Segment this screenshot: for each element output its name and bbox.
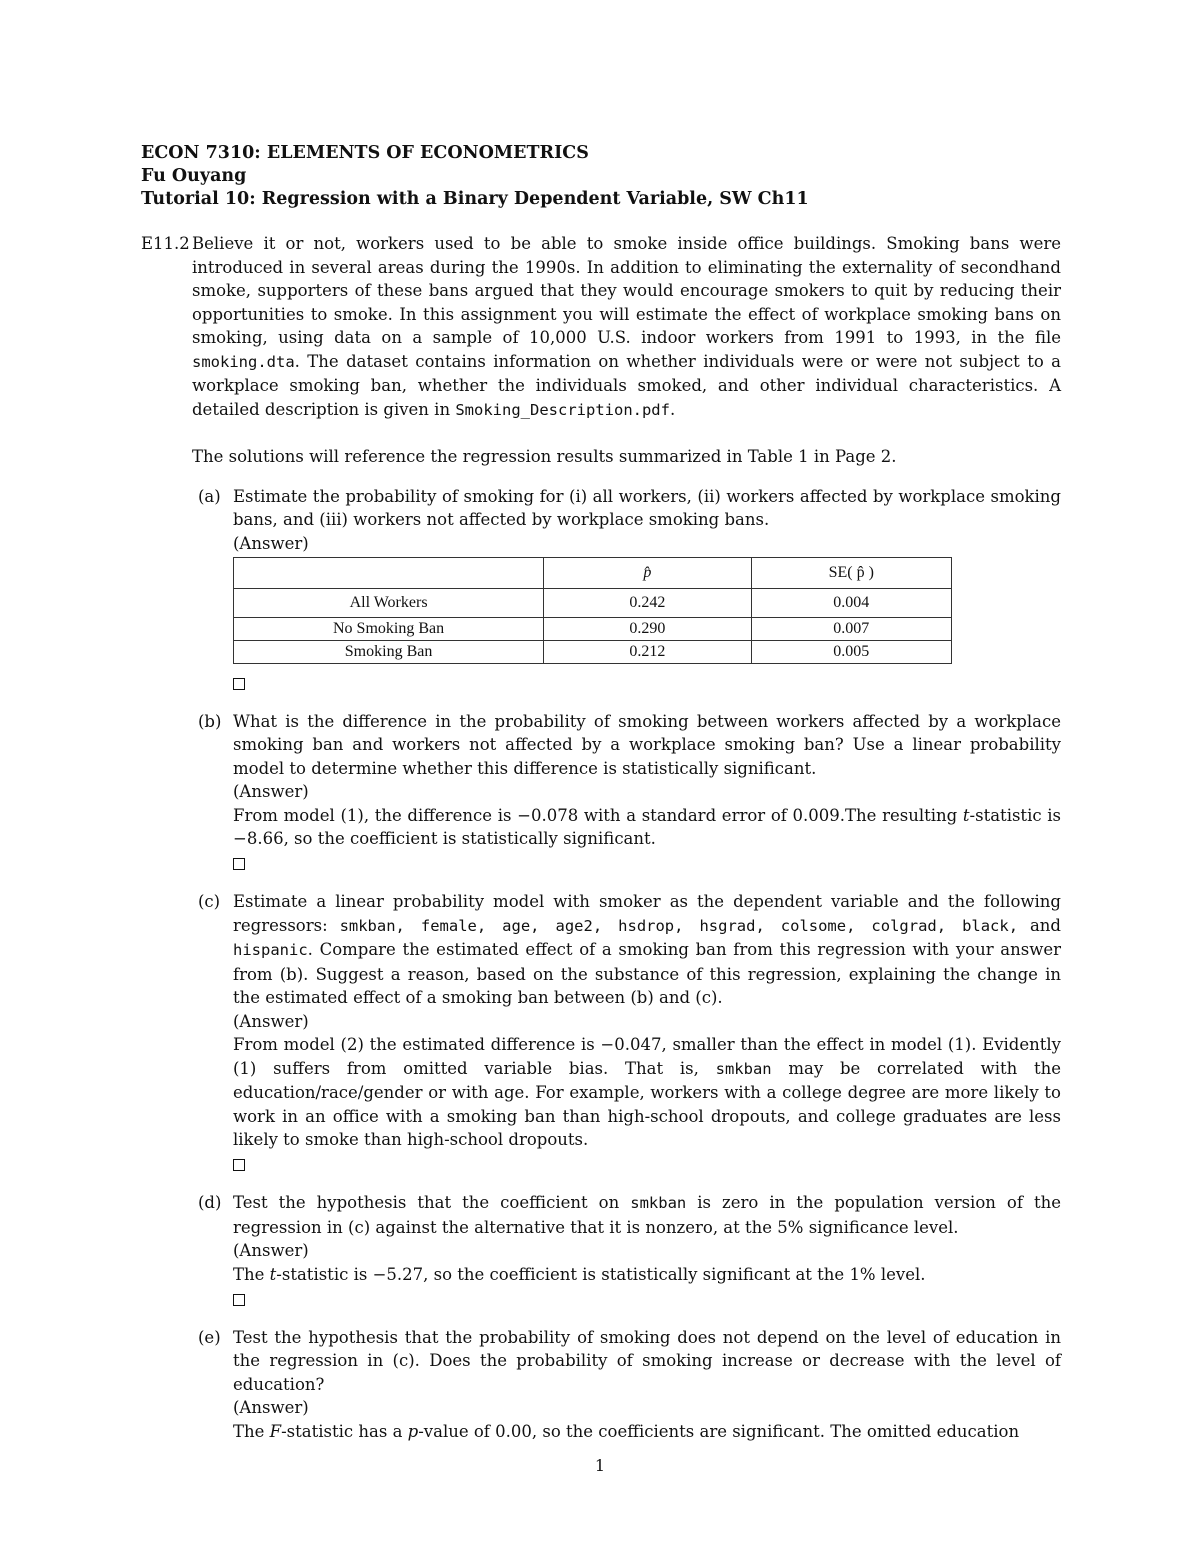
qed-box-icon — [233, 858, 245, 870]
part-e-answer — [233, 1420, 1061, 1444]
math-symbol: t — [269, 1264, 277, 1284]
instructor-name: Fu Ouyang — [141, 166, 247, 186]
solutions-note: The solutions will reference the regression results summarized in Table 1 in Page 2. — [192, 447, 897, 466]
intro-text-1: Believe it or not, workers used to be able to smoke inside office buildings. Smoking bans were introduced in several areas during the 1990s. In addition to eliminating the externality of secondhand smoke, supporters of these bans argued that they would encourage smokers to quit by reducing their opportunities to smoke. In this assignment you will estimate the effect of workplace smoking bans on smoking, using data on a sample of 10,000 U.S. indoor workers from 1991 to 1993, in the file — [192, 234, 1061, 347]
file-name-dta: smoking.dta — [192, 352, 295, 371]
exercise-e11-2 — [141, 232, 1061, 1443]
part-e-label: (e) — [198, 1327, 221, 1347]
exercise-intro — [192, 232, 1061, 422]
regressor-list: smkban, female, age, age2, hsdrop, hsgrad, colsome, colgrad, black, — [339, 916, 1019, 935]
part-b-label: (b) — [198, 711, 222, 731]
table-header-cell: SE( p̂ ) — [751, 558, 951, 589]
part-c-answer — [233, 1033, 1061, 1152]
part-b — [192, 710, 1061, 875]
qed-box-icon — [233, 678, 245, 690]
answer-text: -statistic has a — [281, 1421, 408, 1441]
part-a-label: (a) — [198, 486, 221, 506]
table-cell: 0.242 — [544, 589, 751, 618]
answer-text: -value of 0.00, so the coefficients are significant. The omitted education — [418, 1421, 1020, 1441]
question-text: Test the hypothesis that the coefficient on — [233, 1193, 631, 1212]
table-cell: 0.212 — [544, 641, 751, 664]
math-symbol: p — [407, 1421, 419, 1441]
table-cell: 0.007 — [751, 618, 951, 641]
answer-text: From model (1), the difference is −0.078 with a standard error of 0.009.The resulting — [233, 805, 963, 825]
intro-text-2: . The dataset contains information on whether individuals were or were not subject to a workplace smoking ban, whether the individuals smoked, and other individual characteristics. A detailed description is given in — [192, 351, 1061, 419]
answer-label: (Answer) — [233, 782, 309, 801]
table-header-cell — [234, 558, 544, 589]
part-e — [192, 1326, 1061, 1444]
tutorial-title: Tutorial 10: Regression with a Binary Dependent Variable, SW Ch11 — [141, 189, 809, 209]
part-b-answer — [233, 804, 1061, 851]
table-row — [234, 641, 952, 664]
answer-label: (Answer) — [233, 533, 309, 553]
part-c-label: (c) — [198, 892, 221, 911]
part-d-answer — [233, 1263, 1061, 1287]
document-header — [141, 142, 809, 211]
intro-text-3: . — [669, 399, 676, 419]
part-d — [192, 1191, 1061, 1310]
qed-box-icon — [233, 1159, 245, 1171]
table-cell: 0.290 — [544, 618, 751, 641]
table-header-row — [234, 558, 952, 589]
file-name-pdf: Smoking_Description.pdf — [455, 400, 670, 419]
answer-label: (Answer) — [233, 1011, 309, 1031]
qed-box-icon — [233, 1294, 245, 1306]
regressor-name: hispanic — [233, 941, 308, 959]
part-b-question: What is the difference in the probability of smoking between workers affected by a workplace smoking ban and workers not affected by a workplace smoking ban? Use a linear probability model to determine whether this difference is statistically significant. — [233, 711, 1061, 778]
table-cell: 0.004 — [751, 589, 951, 618]
table-cell: 0.005 — [751, 641, 951, 664]
answer-text: -statistic is −5.27, so the coefficient is statistically significant at the 1% level. — [276, 1264, 926, 1284]
variable-name: smkban — [715, 1059, 772, 1078]
page-number: 1 — [594, 1456, 606, 1475]
answer-text: From model (2) the estimated difference is −0.047, smaller than the effect in model (1). Evidently (1) suffers from omitted variable bias. That is, — [233, 1035, 1061, 1078]
math-symbol: t — [962, 805, 970, 825]
exercise-number: E11.2 — [141, 234, 190, 253]
part-d-label: (d) — [198, 1193, 222, 1212]
table-cell: No Smoking Ban — [234, 618, 544, 641]
table-row — [234, 618, 952, 641]
answer-text: -statistic is −8.66, so the coefficient is statistically significant. — [233, 805, 1062, 848]
answer-label: (Answer) — [233, 1241, 309, 1260]
probability-table — [233, 557, 952, 664]
answer-text: may be correlated with the education/race/gender or with age. For example, workers with a college degree are more likely to work in an office with a smoking ban than high-school dropouts, and college graduates are less likely to smoke than high-school dropouts. — [233, 1058, 1062, 1149]
answer-text: The — [233, 1421, 270, 1441]
table-cell: All Workers — [234, 589, 544, 618]
part-a-question: Estimate the probability of smoking for (i) all workers, (ii) workers affected by workplace smoking bans, and (iii) workers not affected by workplace smoking bans. — [233, 486, 1061, 529]
question-text: Estimate a linear probability model with smoker as the dependent variable and the following regressors: — [233, 892, 1061, 935]
part-c-question — [233, 890, 1061, 1010]
table-row — [234, 589, 952, 618]
question-text: . Compare the estimated effect of a smoking ban from this regression with your answer from (b). Suggest a reason, based on the substance of this regression, explaining the change in the estimated effect of a smoking ban between (b) and (c). — [233, 940, 1061, 1007]
answer-label: (Answer) — [233, 1398, 309, 1417]
table-cell: Smoking Ban — [234, 641, 544, 664]
question-text: and — [1018, 915, 1061, 935]
part-a — [192, 485, 1061, 694]
answer-text: The — [233, 1264, 270, 1284]
part-d-question — [233, 1191, 1061, 1239]
part-c — [192, 890, 1061, 1175]
course-title: ECON 7310: ELEMENTS OF ECONOMETRICS — [141, 143, 589, 163]
question-text: is zero in the population version of the regression in (c) against the alternative that it is nonzero, at the 5% significance level. — [233, 1193, 1061, 1237]
part-e-question: Test the hypothesis that the probability of smoking does not depend on the level of education in the regression in (c). Does the probability of smoking increase or decrease with the level of education? — [233, 1327, 1061, 1394]
variable-name: smkban — [630, 1194, 687, 1212]
math-symbol: F — [269, 1421, 282, 1441]
table-header-cell: p̂ — [544, 558, 751, 589]
